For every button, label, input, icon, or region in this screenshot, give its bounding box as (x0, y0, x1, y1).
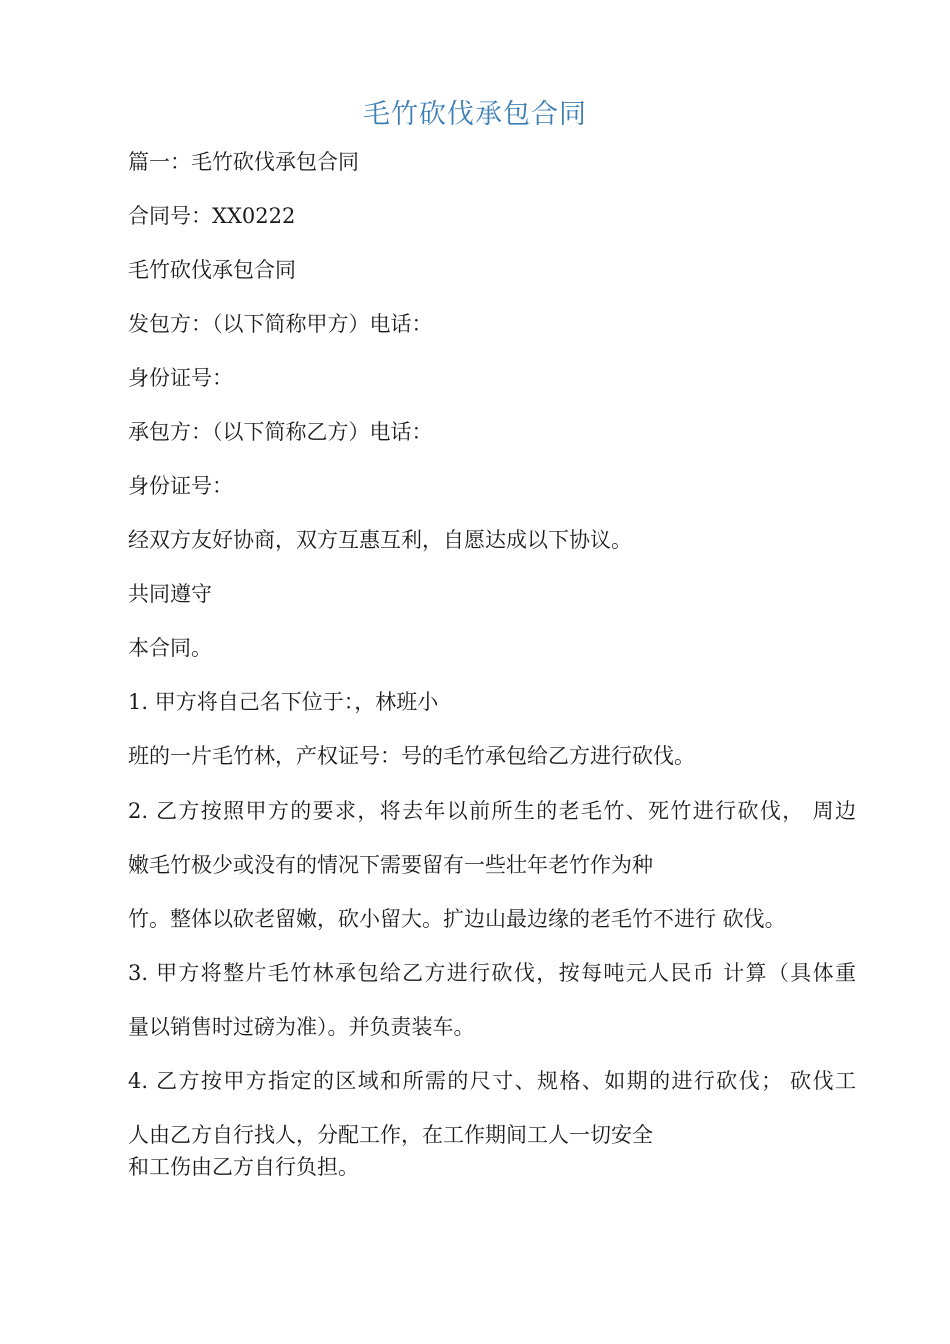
clause-4-line-2: 人由乙方自行找人，分配工作，在工作期间工人一切安全 (128, 1123, 653, 1147)
party-a-line: 发包方：（以下简称甲方）电话： (128, 312, 433, 336)
contract-number: 合同号：XX0222 (128, 204, 296, 228)
clause-2-line-2: 嫩毛竹极少或没有的情况下需要留有一些壮年老竹作为种 (128, 853, 653, 877)
party-a-id-line: 身份证号： (128, 366, 233, 390)
clause-4-line-3: 和工伤由乙方自行负担。 (128, 1155, 359, 1179)
agreement-intro-end: 本合同。 (128, 636, 212, 660)
contract-subtitle: 毛竹砍伐承包合同 (128, 258, 296, 282)
clause-2-line-3: 竹。整体以砍老留嫩，砍小留大。扩边山最边缘的老毛竹不进行 砍伐。 (128, 907, 786, 931)
clause-3-line-1: 3. 甲方将整片毛竹林承包给乙方进行砍伐，按每吨元人民币 计算（具体重 (128, 961, 856, 985)
agreement-intro-cont: 共同遵守 (128, 582, 212, 606)
section-heading: 篇一：毛竹砍伐承包合同 (128, 150, 359, 174)
clause-3-line-2: 量以销售时过磅为准）。并负责装车。 (128, 1015, 475, 1039)
party-b-line: 承包方：（以下简称乙方）电话： (128, 420, 433, 444)
clause-4-line-1: 4. 乙方按甲方指定的区域和所需的尺寸、规格、如期的进行砍伐； 砍伐工 (128, 1069, 856, 1093)
party-b-id-line: 身份证号： (128, 474, 233, 498)
clause-1-line-2: 班的一片毛竹林，产权证号：号的毛竹承包给乙方进行砍伐。 (128, 744, 695, 768)
clause-1-line-1: 1. 甲方将自己名下位于：，林班小 (128, 690, 439, 714)
clause-2-line-1: 2. 乙方按照甲方的要求，将去年以前所生的老毛竹、死竹进行砍伐， 周边 (128, 799, 856, 823)
agreement-intro: 经双方友好协商，双方互惠互利，自愿达成以下协议。 (128, 528, 632, 552)
document-title: 毛竹砍伐承包合同 (363, 99, 587, 130)
